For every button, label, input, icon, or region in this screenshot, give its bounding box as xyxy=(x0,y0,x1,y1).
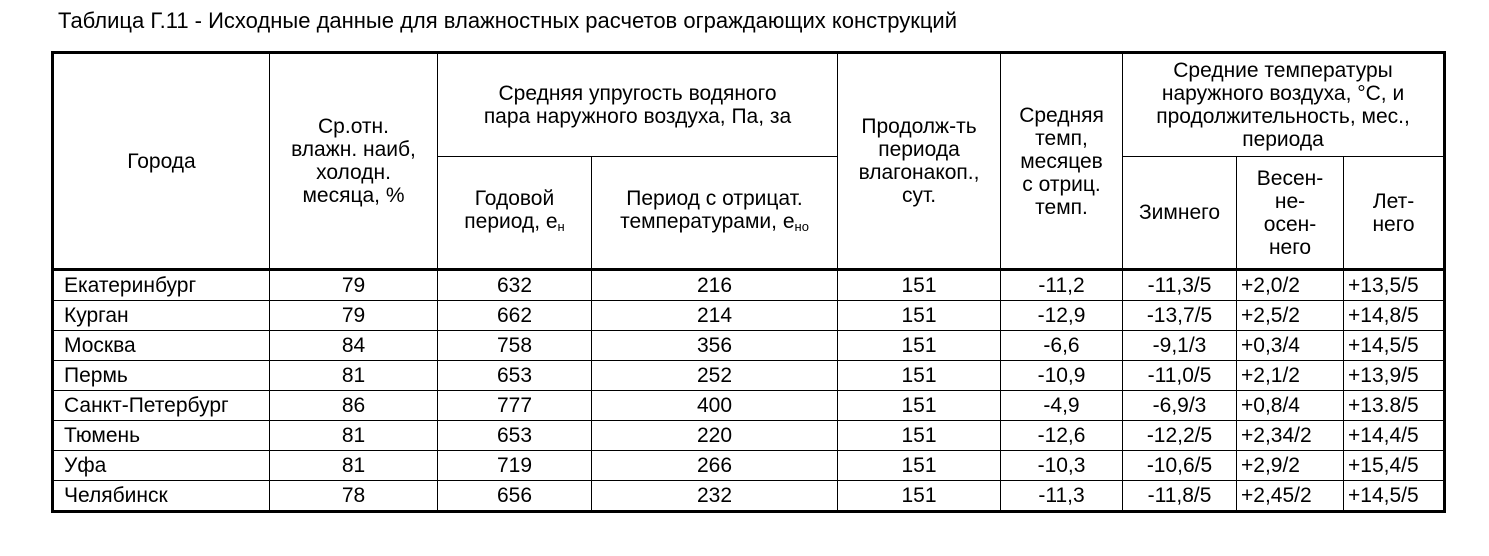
header-vapor-group xyxy=(438,53,838,157)
header-temps-group-line: продолжительность, мес., xyxy=(1156,105,1410,128)
header-city: Города xyxy=(53,53,270,270)
cell-vapor-negative: 220 xyxy=(592,421,838,451)
cell-humidity: 78 xyxy=(270,481,438,512)
table-header xyxy=(53,53,1445,270)
cell-mean-temp: -10,3 xyxy=(1001,451,1123,481)
header-summer-line: него xyxy=(1372,212,1415,236)
header-vapor-annual-line: Годовой xyxy=(474,187,555,210)
header-vapor-annual-text: период, e xyxy=(464,210,558,233)
cell-summer: +13.8/5 xyxy=(1344,391,1445,421)
cell-duration: 151 xyxy=(838,301,1001,331)
header-vapor-negative-sub: но xyxy=(794,219,809,234)
header-humidity-line: влажн. наиб, xyxy=(291,138,416,161)
cell-summer: +13,9/5 xyxy=(1344,361,1445,391)
table-row xyxy=(53,301,1445,331)
header-summer-line: Лет- xyxy=(1372,189,1415,213)
cell-summer: +14,4/5 xyxy=(1344,421,1445,451)
header-mean-temp-line: месяцев xyxy=(1020,149,1103,173)
cell-city: Екатеринбург xyxy=(53,270,270,301)
cell-winter: -9,1/3 xyxy=(1123,331,1237,361)
cell-vapor-annual: 656 xyxy=(438,481,592,512)
cell-duration: 151 xyxy=(838,421,1001,451)
cell-vapor-annual: 632 xyxy=(438,270,592,301)
header-vapor-annual-line xyxy=(438,210,591,238)
cell-vapor-annual: 653 xyxy=(438,361,592,391)
cell-vapor-negative: 356 xyxy=(592,331,838,361)
cell-vapor-annual: 719 xyxy=(438,451,592,481)
header-duration-line: периода xyxy=(878,138,960,161)
cell-vapor-negative: 214 xyxy=(592,301,838,331)
header-vapor-group-line: пара наружного воздуха, Па, за xyxy=(483,105,792,128)
header-vapor-group-line: Средняя упругость водяного xyxy=(498,82,777,105)
cell-winter: -13,7/5 xyxy=(1123,301,1237,331)
header-humidity-line: холодн. xyxy=(316,161,391,184)
header-temps-group-line: Средние температуры xyxy=(1173,59,1393,82)
cell-duration: 151 xyxy=(838,270,1001,301)
header-mean-temp-line: темп. xyxy=(1035,195,1088,219)
cell-spring-autumn: +0,8/4 xyxy=(1237,391,1344,421)
cell-vapor-annual: 662 xyxy=(438,301,592,331)
cell-winter: -12,2/5 xyxy=(1123,421,1237,451)
cell-vapor-negative: 400 xyxy=(592,391,838,421)
cell-mean-temp: -6,6 xyxy=(1001,331,1123,361)
cell-mean-temp: -12,6 xyxy=(1001,421,1123,451)
cell-duration: 151 xyxy=(838,391,1001,421)
cell-city: Пермь xyxy=(53,361,270,391)
table-row xyxy=(53,421,1445,451)
header-spring-autumn xyxy=(1237,157,1344,270)
header-humidity-line: месяца, % xyxy=(302,184,405,207)
table-body xyxy=(53,270,1445,512)
header-duration-line: сут. xyxy=(901,184,937,207)
cell-humidity: 84 xyxy=(270,331,438,361)
cell-spring-autumn: +2,1/2 xyxy=(1237,361,1344,391)
header-duration-line: влагонакоп., xyxy=(858,161,980,184)
cell-spring-autumn: +2,34/2 xyxy=(1237,421,1344,451)
table-title: Таблица Г.11 - Исходные данные для влажностных расчетов ограждающих конструкций xyxy=(58,8,958,33)
cell-vapor-negative: 216 xyxy=(592,270,838,301)
header-mean-temp-line: с отриц. xyxy=(1022,172,1101,196)
cell-city: Санкт-Петербург xyxy=(53,391,270,421)
cell-humidity: 81 xyxy=(270,361,438,391)
humidity-data-table xyxy=(51,51,1446,513)
header-mean-temp xyxy=(1001,53,1123,270)
cell-city: Челябинск xyxy=(53,481,270,512)
header-temps-group-line: наружного воздуха, °С, и xyxy=(1161,82,1405,105)
header-duration-line: Продолж-ть xyxy=(861,115,977,138)
cell-humidity: 86 xyxy=(270,391,438,421)
cell-mean-temp: -10,9 xyxy=(1001,361,1123,391)
table-row xyxy=(53,481,1445,512)
header-vapor-negative-text: температурами, e xyxy=(620,210,795,233)
cell-vapor-negative: 232 xyxy=(592,481,838,512)
header-spring-autumn-line: не- xyxy=(1274,189,1306,213)
table-row xyxy=(53,361,1445,391)
cell-spring-autumn: +2,0/2 xyxy=(1237,270,1344,301)
cell-winter: -10,6/5 xyxy=(1123,451,1237,481)
cell-winter: -6,9/3 xyxy=(1123,391,1237,421)
cell-winter: -11,0/5 xyxy=(1123,361,1237,391)
header-spring-autumn-line: него xyxy=(1268,235,1312,259)
header-humidity-line: Ср.отн. xyxy=(318,115,389,138)
table-row xyxy=(53,270,1445,301)
cell-humidity: 81 xyxy=(270,451,438,481)
cell-vapor-negative: 252 xyxy=(592,361,838,391)
cell-spring-autumn: +0,3/4 xyxy=(1237,331,1344,361)
header-duration xyxy=(838,53,1001,270)
cell-duration: 151 xyxy=(838,481,1001,512)
cell-duration: 151 xyxy=(838,451,1001,481)
cell-city: Курган xyxy=(53,301,270,331)
cell-spring-autumn: +2,5/2 xyxy=(1237,301,1344,331)
header-vapor-annual-sub: н xyxy=(557,219,565,234)
header-mean-temp-line: Средняя xyxy=(1019,103,1104,127)
header-vapor-negative-line: Период с отрицат. xyxy=(626,187,803,210)
header-winter: Зимнего xyxy=(1123,157,1237,270)
cell-humidity: 79 xyxy=(270,301,438,331)
header-temps-group xyxy=(1123,53,1445,157)
table-row xyxy=(53,391,1445,421)
cell-mean-temp: -12,9 xyxy=(1001,301,1123,331)
cell-summer: +14,8/5 xyxy=(1344,301,1445,331)
cell-vapor-annual: 758 xyxy=(438,331,592,361)
header-vapor-annual xyxy=(438,157,592,270)
table-row xyxy=(53,331,1445,361)
header-vapor-negative xyxy=(592,157,838,270)
header-spring-autumn-line: Весен- xyxy=(1256,166,1324,190)
cell-summer: +13,5/5 xyxy=(1344,270,1445,301)
cell-vapor-annual: 777 xyxy=(438,391,592,421)
cell-winter: -11,8/5 xyxy=(1123,481,1237,512)
cell-city: Уфа xyxy=(53,451,270,481)
cell-duration: 151 xyxy=(838,331,1001,361)
cell-spring-autumn: +2,9/2 xyxy=(1237,451,1344,481)
header-vapor-negative-line xyxy=(592,210,837,238)
table-row xyxy=(53,451,1445,481)
cell-city: Москва xyxy=(53,331,270,361)
cell-mean-temp: -11,3 xyxy=(1001,481,1123,512)
header-summer xyxy=(1344,157,1445,270)
cell-vapor-negative: 266 xyxy=(592,451,838,481)
cell-mean-temp: -4,9 xyxy=(1001,391,1123,421)
header-spring-autumn-line: осен- xyxy=(1263,212,1317,236)
cell-spring-autumn: +2,45/2 xyxy=(1237,481,1344,512)
cell-humidity: 79 xyxy=(270,270,438,301)
header-mean-temp-line: темп, xyxy=(1035,126,1088,150)
cell-summer: +15,4/5 xyxy=(1344,451,1445,481)
cell-mean-temp: -11,2 xyxy=(1001,270,1123,301)
cell-winter: -11,3/5 xyxy=(1123,270,1237,301)
cell-vapor-annual: 653 xyxy=(438,421,592,451)
cell-city: Тюмень xyxy=(53,421,270,451)
cell-humidity: 81 xyxy=(270,421,438,451)
cell-summer: +14,5/5 xyxy=(1344,331,1445,361)
cell-summer: +14,5/5 xyxy=(1344,481,1445,512)
header-humidity xyxy=(270,53,438,270)
header-temps-group-line: периода xyxy=(1242,128,1324,151)
cell-duration: 151 xyxy=(838,361,1001,391)
